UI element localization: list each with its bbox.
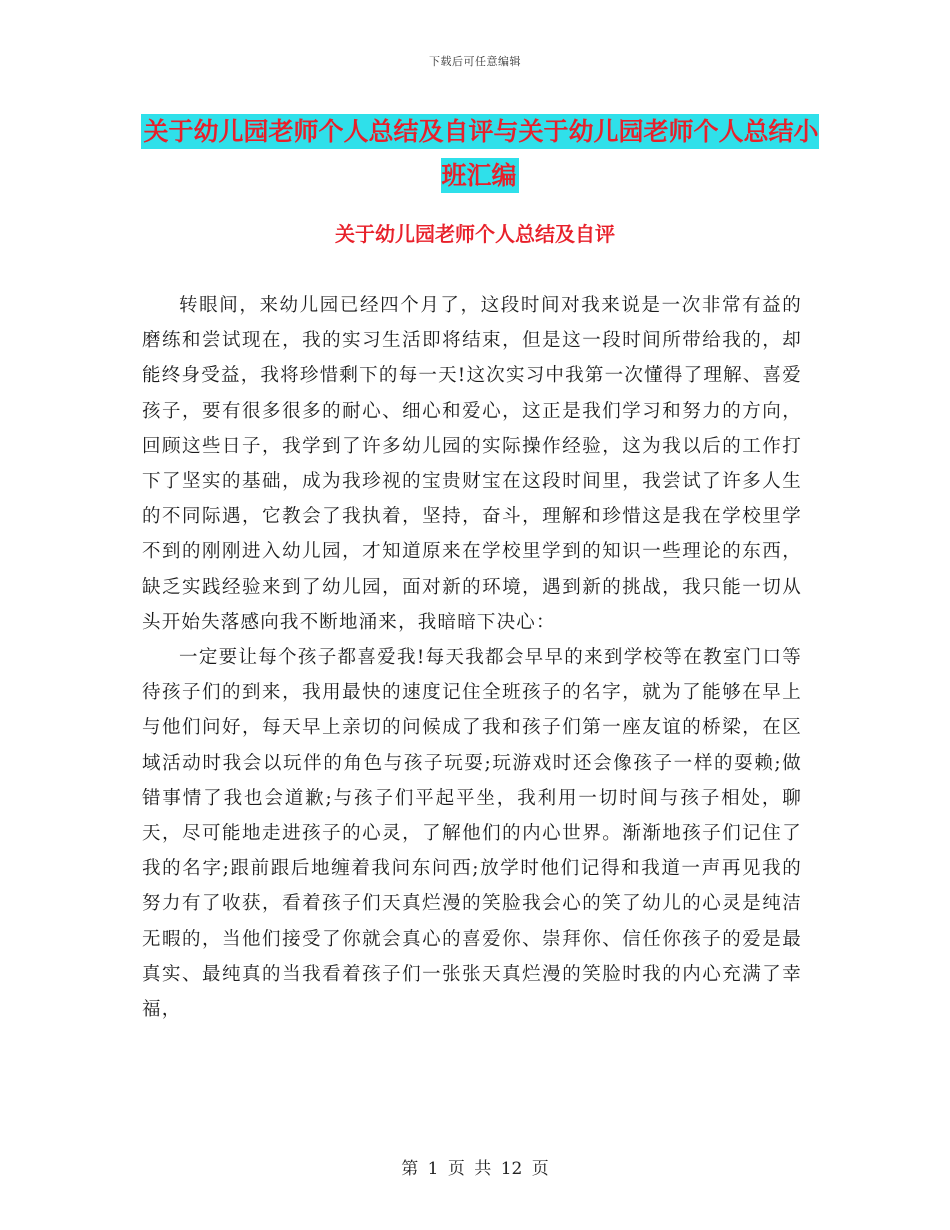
document-body: [142, 288, 802, 1027]
page-number: 第 1 页 共 12 页: [401, 1159, 549, 1179]
section-title: 关于幼儿园老师个人总结及自评: [335, 222, 615, 246]
document-title-text: 关于幼儿园老师个人总结及自评与关于幼儿园老师个人总结小班汇编: [141, 114, 818, 193]
document-title: [140, 110, 820, 198]
header-note: 下载后可任意编辑: [429, 55, 521, 68]
paragraph-1: 转眼间，来幼儿园已经四个月了，这段时间对我来说是一次非常有益的磨练和尝试现在，我的实习生活即将结束，但是这一段时间所带给我的，却能终身受益，我将珍惜剩下的每一天!这次实习中我第一次懂得了理解、喜爱孩子，要有很多很多的耐心、细心和爱心，这正是我们学习和努力的方向，回顾这些日子，我学到了许多幼儿园的实际操作经验，这为我以后的工作打下了坚实的基础，成为我珍视的宝贵财宝在这段时间里，我尝试了许多人生的不同际遇，它教会了我执着，坚持，奋斗，理解和珍惜这是我在学校里学不到的刚刚进入幼儿园，才知道原来在学校里学到的知识一些理论的东西，缺乏实践经验来到了幼儿园，面对新的环境，遇到新的挑战，我只能一切从头开始失落感向我不断地涌来，我暗暗下决心：: [142, 295, 802, 633]
paragraph-2: 一定要让每个孩子都喜爱我!每天我都会早早的来到学校等在教室门口等待孩子们的到来，我用最快的速度记住全班孩子的名字，就为了能够在早上与他们问好，每天早上亲切的问候成了我和孩子们第一座友谊的桥梁，在区域活动时我会以玩伴的角色与孩子玩耍;玩游戏时还会像孩子一样的耍赖;做错事情了我也会道歉;与孩子们平起平坐，我利用一切时间与孩子相处，聊天，尽可能地走进孩子的心灵，了解他们的内心世界。渐渐地孩子们记住了我的名字;跟前跟后地缠着我问东问西;放学时他们记得和我道一声再见我的努力有了收获，看着孩子们天真烂漫的笑脸我会心的笑了幼儿的心灵是纯洁无暇的，当他们接受了你就会真心的喜爱你、崇拜你、信任你孩子的爱是最真实、最纯真的当我看着孩子们一张张天真烂漫的笑脸时我的内心充满了幸福，: [142, 647, 802, 1021]
